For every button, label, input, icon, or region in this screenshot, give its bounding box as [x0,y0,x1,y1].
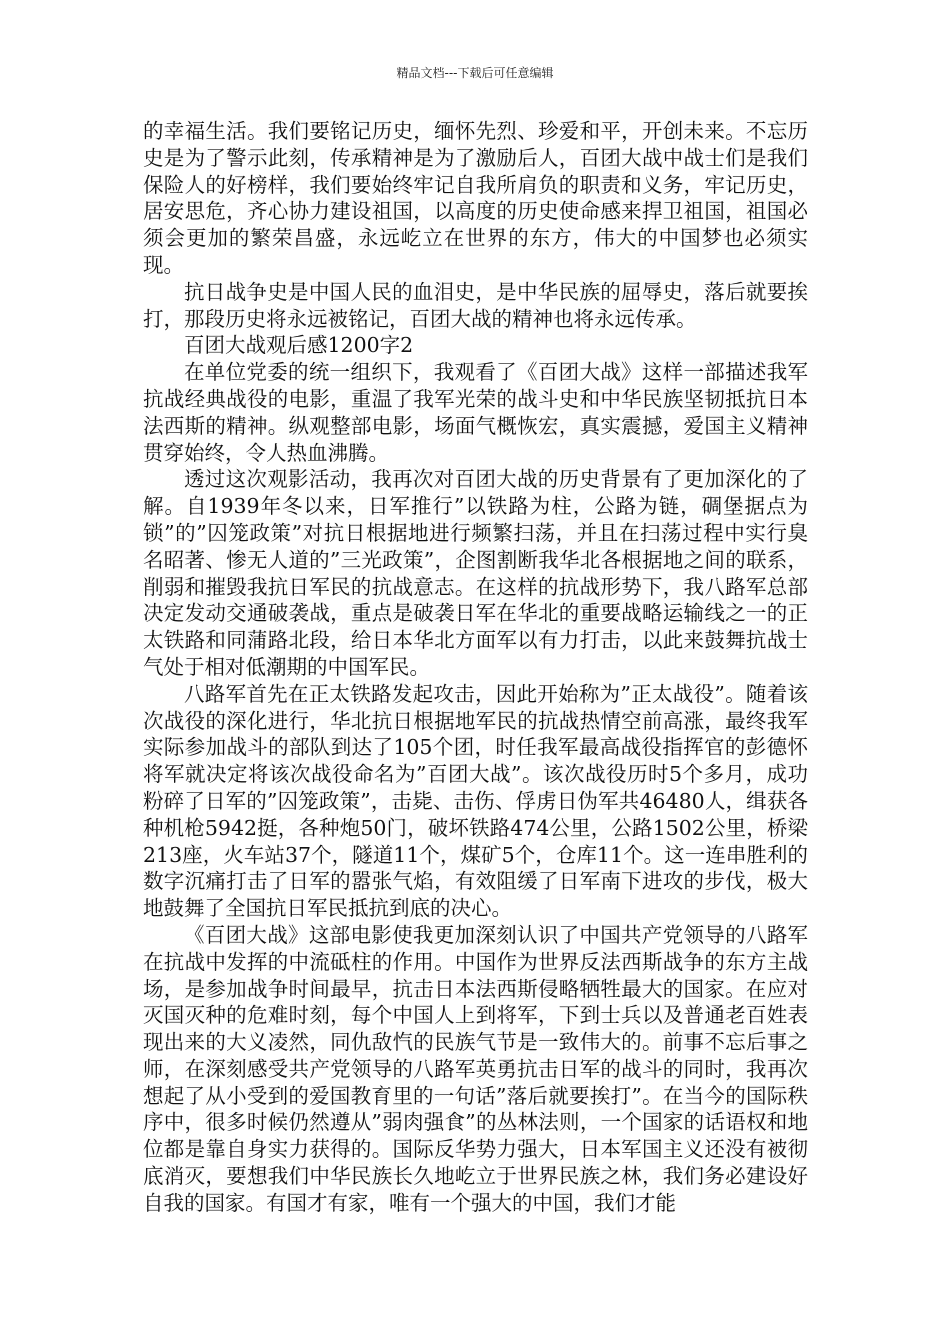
page-header: 精品文档---下载后可任意编辑 [396,66,554,80]
paragraph: 的幸福生活。我们要铭记历史，缅怀先烈、珍爱和平，开创未来。不忘历史是为了警示此刻，传承精神是为了激励后人，百团大战中战士们是我们保险人的好榜样，我们要始终牢记自我所肩负的职责和义务，牢记历史，居安思危，齐心协力建设祖国，以高度的历史使命感来捍卫祖国，祖国必须会更加的繁荣昌盛，永远屹立在世界的东方，伟大的中国梦也必须实现。 [143,119,808,277]
paragraph: 透过这次观影活动，我再次对百团大战的历史背景有了更加深化的了解。自1939年冬以来，日军推行”以铁路为柱，公路为链，碉堡据点为锁”的”囚笼政策”对抗日根据地进行频繁扫荡，并且在扫荡过程中实行臭名昭著、惨无人道的”三光政策”，企图割断我华北各根据地之间的联系，削弱和摧毁我抗日军民的抗战意志。在这样的抗战形势下，我八路军总部决定发动交通破袭战，重点是破袭日军在华北的重要战略运输线之一的正太铁路和同蒲路北段，给日本华北方面军以有力打击，以此来鼓舞抗战士气处于相对低潮期的中国军民。 [143,467,808,679]
document-body [143,118,808,1217]
paragraph: 在单位党委的统一组织下，我观看了《百团大战》这样一部描述我军抗战经典战役的电影，重温了我军光荣的战斗史和中华民族坚韧抵抗日本法西斯的精神。纵观整部电影，场面气概恢宏，真实震撼，爱国主义精神贯穿始终，令人热血沸腾。 [143,360,808,465]
section-heading: 百团大战观后感1200字2 [184,333,414,358]
paragraph: 《百团大战》这部电影使我更加深刻认识了中国共产党领导的八路军在抗战中发挥的中流砥柱的作用。中国作为世界反法西斯战争的东方主战场，是参加战争时间最早，抗击日本法西斯侵略牺牲最大的国家。在应对灭国灭种的危难时刻，每个中国人上到将军，下到士兵以及普通老百姓表现出来的大义凌然，同仇敌忾的民族气节是一致伟大的。前事不忘后事之师，在深刻感受共产党领导的八路军英勇抗击日军的战斗的同时，我再次想起了从小受到的爱国教育里的一句话”落后就要挨打”。在当今的国际秩序中，很多时候仍然遵从”弱肉强食”的丛林法则，一个国家的话语权和地位都是靠自身实力获得的。国际反华势力强大，日本军国主义还没有被彻底消灭，要想我们中华民族长久地屹立于世界民族之林，我们务必建设好自我的国家。有国才有家，唯有一个强大的中国，我们才能 [143,922,808,1215]
paragraph: 抗日战争史是中国人民的血泪史，是中华民族的屈辱史，落后就要挨打，那段历史将永远被铭记，百团大战的精神也将永远传承。 [143,279,808,331]
paragraph: 八路军首先在正太铁路发起攻击，因此开始称为”正太战役”。随着该次战役的深化进行，华北抗日根据地军民的抗战热情空前高涨，最终我军实际参加战斗的部队到达了105个团，时任我军最高战役指挥官的彭德怀将军就决定将该次战役命名为”百团大战”。该次战役历时5个多月，成功粉碎了日军的”囚笼政策”，击毙、击伤、俘虏日伪军共46480人，缉获各种机枪5942挺，各种炮50门，破坏铁路474公里，公路1502公里，桥梁213座，火车站37个，隧道11个，煤矿5个，仓库11个。这一连串胜利的数字沉痛打击了日军的嚣张气焰，有效阻缓了日军南下进攻的步伐，极大地鼓舞了全国抗日军民抵抗到底的决心。 [143,681,808,921]
